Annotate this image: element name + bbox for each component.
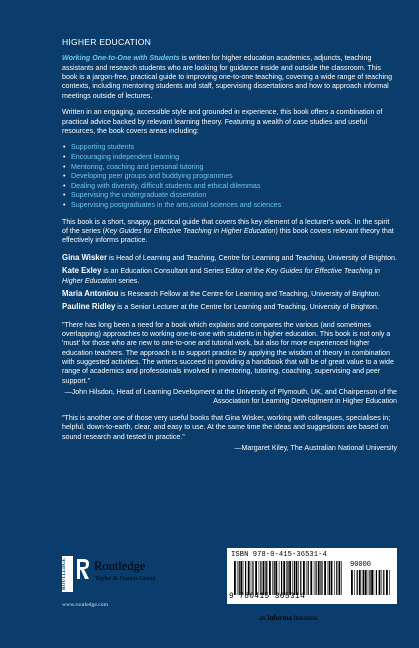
barcode-bar — [274, 561, 275, 595]
isbn-label: ISBN 978-0-415-36531-4 — [231, 551, 327, 559]
spine-strip — [0, 0, 47, 648]
series-text-before: This book is a short, snappy, practical guide that covers this key element of a lecturer's work. In the spirit of the series ( — [62, 217, 390, 236]
barcode-bar — [292, 561, 293, 595]
barcode-bar — [341, 561, 342, 595]
barcode-bar — [363, 570, 364, 595]
barcode-bar — [298, 561, 299, 595]
list-item: • Dealing with diversity, difficult students and ethical dilemmas — [62, 182, 397, 192]
barcode-bar — [357, 570, 358, 595]
barcode-bar — [321, 561, 322, 595]
barcode-bar — [294, 561, 295, 595]
barcode-bar — [334, 561, 335, 595]
barcode-bar — [368, 570, 369, 595]
barcode-bar — [324, 561, 326, 595]
barcode-bar — [287, 561, 288, 595]
list-item: • Encouraging independent learning — [62, 153, 397, 163]
publisher-badge: ROUTLEDGE — [62, 556, 73, 592]
barcode-bar — [240, 561, 242, 595]
barcode-bar — [383, 570, 384, 595]
author-name: Maria Antoniou — [62, 288, 119, 298]
intro-paragraph — [62, 54, 397, 101]
series-text-after: ) this book covers relevant theory that effectively informs practice. — [62, 227, 394, 245]
publisher-logo — [62, 556, 202, 596]
barcode-bar — [252, 561, 253, 595]
barcode-bar — [314, 561, 315, 595]
author-entry — [62, 302, 397, 312]
isbn-barcode — [227, 548, 397, 604]
barcode-bar — [316, 561, 317, 595]
barcode-bar — [329, 561, 330, 595]
barcode-bar — [248, 561, 250, 595]
author-bio: is an Education Consultant and Series Editor of the — [101, 267, 266, 276]
barcode-bar — [386, 570, 388, 595]
review-quote: "There has long been a need for a book which explains and compares the various (and sometimes overlapping) approaches to working one-to-one with students in higher education. This book is not only a 'must' for those who are new to one-to-one and tutorial work, but also for more experienced higher education teachers. The approach is to support practice by applying the wisdom of theory in combination with suggested activities. The writers succeed in providing a handbook that will be of great value to a wide range of academics and professionals involved in mentoring, tutoring, coaching, supervising and peer support." — [62, 320, 394, 385]
barcode-bar — [272, 561, 273, 595]
author-bio: is a Senior Lecturer at the Centre for Learning and Teaching, University of Brighton. — [115, 303, 379, 312]
publisher-website: www.routledge.com — [62, 602, 109, 608]
barcode-bar — [251, 561, 252, 595]
barcode-bar — [351, 570, 353, 595]
barcode-bar — [339, 561, 341, 595]
barcode-bar — [260, 561, 261, 595]
barcode-bar — [296, 561, 298, 595]
barcode-bar — [263, 561, 265, 595]
barcode-bar — [283, 561, 285, 595]
addon-bars — [350, 570, 392, 595]
barcode-bar — [243, 561, 244, 595]
review-attribution: —John Hilsdon, Head of Learning Development at the University of Plymouth, UK, and Chairperson of the Association for Learning Development in Higher Education — [64, 388, 397, 406]
author-bio: is Head of Learning and Teaching, Centre for Learning and Teaching, University of Brighton. — [107, 253, 397, 262]
informa-suffix: business — [291, 614, 318, 622]
barcode-bar — [310, 561, 312, 595]
barcode-bar — [365, 570, 367, 595]
style-paragraph: Written in an engaging, accessible style and grounded in experience, this book offers a combination of practical advice backed by relevant learning theory. Featuring a wealth of case studies and useful resources, the book covers areas including: — [62, 108, 383, 135]
barcode-bar — [245, 561, 246, 595]
barcode-bar — [336, 561, 337, 595]
barcode-bar — [286, 561, 287, 595]
barcode-bar — [300, 561, 301, 595]
barcode-bar — [354, 570, 355, 595]
barcode-bar — [265, 561, 266, 595]
list-item: • Supporting students — [62, 143, 397, 153]
barcode-bar — [369, 570, 370, 595]
barcode-bar — [234, 561, 236, 595]
barcode-bar — [255, 561, 257, 595]
author-entry — [62, 289, 397, 299]
barcode-bars — [233, 561, 343, 595]
informa-brand: informa — [267, 614, 292, 622]
category-heading: HIGHER EDUCATION — [62, 37, 151, 47]
barcode-bar — [376, 570, 377, 595]
barcode-bar — [239, 561, 240, 595]
barcode-bar — [389, 570, 390, 595]
barcode-bar — [328, 561, 329, 595]
author-bio: is Research Fellow at the Centre for Learning and Teaching, University of Brighton. — [118, 289, 381, 298]
barcode-bar — [281, 561, 282, 595]
intro-body: is written for higher education academics, adjuncts, teaching assistants and research students who are looking for guidance inside and outside the classroom. This book is a jargon-free, practical guide to improving one-to-one teaching, covering a wide range of teaching contexts, including mentoring students and staff, supervising dissertations and how to approach informal meetings outside of lectures. — [62, 54, 393, 100]
barcode-bar — [318, 561, 320, 595]
author-bio-series: Key Guides for Effective Teaching in Higher Education — [62, 267, 380, 285]
barcode-bar — [331, 561, 333, 595]
review-attribution: —Margaret Kiley, The Australian National University — [234, 443, 397, 452]
barcode-bar — [379, 570, 381, 595]
book-title: Working One-to-One with Students — [62, 54, 180, 63]
author-bio-end: series. — [116, 276, 140, 285]
barcode-bar — [266, 561, 267, 595]
barcode-bar — [362, 570, 363, 595]
publisher-name: Routledge — [94, 559, 146, 573]
authors-block — [62, 253, 397, 313]
list-item: • Developing peer groups and buddying programmes — [62, 172, 397, 182]
informa-prefix: an — [259, 614, 268, 622]
barcode-bar — [275, 561, 277, 595]
barcode-bar — [374, 570, 375, 595]
cover-footer — [62, 548, 397, 640]
barcode-bar — [320, 561, 321, 595]
barcode-bar — [308, 561, 309, 595]
routledge-r-icon — [76, 558, 90, 580]
author-entry — [62, 253, 397, 263]
list-item: • Supervising postgraduates in the arts,social sciences and sciences — [62, 201, 397, 211]
barcode-bar — [269, 561, 271, 595]
barcode-bar — [289, 561, 291, 595]
barcode-bar — [382, 570, 383, 595]
barcode-bar — [306, 561, 307, 595]
author-name: Pauline Ridley — [62, 302, 116, 312]
barcode-bar — [371, 570, 373, 595]
review-quote: "This is another one of those very useful books that Gina Wisker, working with colleagues, specialises in; helpful, down-to-earth, clear, and easy to use. At the same time the ideas and suggestions are based on sound research and tested in practice." — [62, 413, 391, 441]
barcode-bar — [303, 561, 305, 595]
informa-tagline — [259, 614, 318, 622]
barcode-bar — [259, 561, 260, 595]
barcode-bar — [279, 561, 280, 595]
author-name: Gina Wisker — [62, 252, 107, 262]
series-title: Key Guides for Effective Teaching in Higher Education — [104, 227, 276, 236]
addon-digits: 90000 — [350, 561, 372, 569]
barcode-digits: 9 780415 365314 — [229, 593, 306, 601]
list-item: • Mentoring, coaching and personal tutoring — [62, 163, 397, 173]
barcode-bar — [237, 561, 238, 595]
topics-list — [62, 143, 397, 210]
series-paragraph — [62, 218, 397, 246]
barcode-bar — [359, 570, 361, 595]
publisher-group: Taylor & Francis Group — [95, 575, 156, 582]
author-entry — [62, 266, 397, 286]
author-name: Kate Exley — [62, 266, 102, 276]
list-item: • Supervising the undergraduate dissertation — [62, 191, 397, 201]
